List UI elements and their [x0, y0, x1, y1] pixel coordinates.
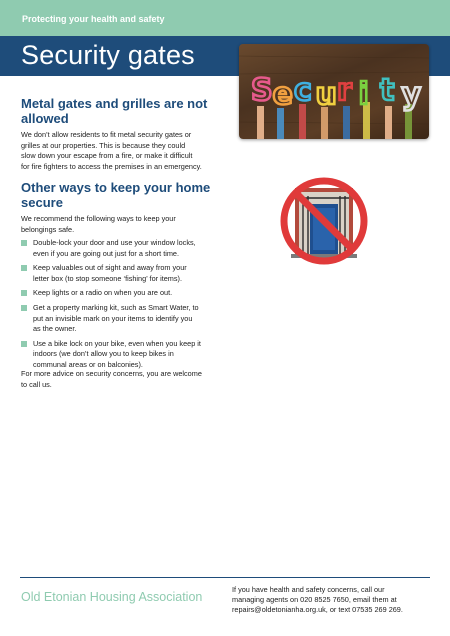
- list-item-line: Keep lights or a radio on when you are out.: [33, 288, 173, 298]
- list-item-line: as the owner.: [33, 324, 77, 334]
- contact-info: [232, 585, 437, 616]
- list-item: [21, 263, 236, 284]
- list-item-line: indoors (we don’t allow you to keep bikes in: [33, 349, 174, 359]
- contact-line: If you have health and safety concerns, call our: [232, 585, 385, 594]
- gates-line: We don’t allow residents to fit metal security gates or: [21, 130, 192, 139]
- contact-line: managing agents on 020 8525 7650, email them at: [232, 595, 397, 605]
- intro-line: belongings safe.: [21, 224, 75, 234]
- contact-line: repairs@oldetonianha.org.uk, or text 07535 269 269.: [232, 605, 403, 615]
- gates-line: for fire fighters to access the premises in an emergency.: [21, 161, 202, 171]
- footer-divider: [20, 577, 430, 578]
- closing-line: For more advice on security concerns, you are welcome: [21, 369, 202, 378]
- photo-letter: c: [294, 73, 312, 108]
- top-banner: [0, 0, 450, 36]
- photo-letter: e: [272, 77, 293, 112]
- photo-letter: r: [337, 73, 352, 108]
- heading-gates: [21, 96, 207, 126]
- bullet-square-icon: [21, 305, 27, 311]
- bullet-square-icon: [21, 240, 27, 246]
- security-letters-photo: [239, 44, 429, 139]
- list-item: [21, 303, 236, 335]
- gates-paragraph: [21, 130, 231, 172]
- heading-gates-line1: Metal gates and grilles are not: [21, 96, 208, 111]
- gates-line: grilles at our properties. This is because they could: [21, 140, 186, 150]
- page-title: Security gates: [21, 40, 195, 70]
- closing-line: to call us.: [21, 379, 52, 389]
- list-item-line: put an invisible mark on your items to identify you: [33, 313, 193, 323]
- no-security-gate-icon: [277, 174, 371, 268]
- photo-letter: u: [315, 77, 337, 112]
- security-tips-list: [21, 238, 236, 375]
- list-item-line: Keep valuables out of sight and away from your: [33, 263, 187, 273]
- bullet-square-icon: [21, 341, 27, 347]
- photo-letter: S: [251, 73, 273, 108]
- organisation-name: Old Etonian Housing Association: [21, 590, 203, 604]
- intro-paragraph: [21, 214, 231, 235]
- list-item-line: Use a bike lock on your bike, even when you keep it: [33, 338, 201, 348]
- gates-line: slow down your escape from a fire, or make it difficult: [21, 151, 193, 161]
- bullet-square-icon: [21, 265, 27, 271]
- heading-gates-line2: allowed: [21, 111, 69, 126]
- heading-other-ways-line2: secure: [21, 195, 63, 210]
- list-item-line: Get a property marking kit, such as Smart Water, to: [33, 302, 199, 312]
- heading-other-ways: [21, 180, 210, 210]
- list-item-line: even if you are going out just for a short time.: [33, 248, 180, 258]
- photo-letter: t: [380, 73, 395, 108]
- list-item: [21, 238, 236, 259]
- closing-paragraph: [21, 369, 231, 390]
- heading-other-ways-line1: Other ways to keep your home: [21, 180, 211, 195]
- intro-line: We recommend the following ways to keep your: [21, 214, 176, 223]
- list-item: [21, 339, 236, 371]
- list-item-line: Double-lock your door and use your window locks,: [33, 238, 196, 247]
- list-item-line: communal areas or on balconies).: [33, 359, 143, 369]
- photo-letter: y: [401, 77, 422, 112]
- list-item: [21, 288, 236, 299]
- list-item-line: letter box (to stop someone ‘fishing’ for items).: [33, 273, 182, 283]
- photo-letter: i: [358, 77, 369, 112]
- bullet-square-icon: [21, 290, 27, 296]
- section-label: Protecting your health and safety: [22, 14, 165, 24]
